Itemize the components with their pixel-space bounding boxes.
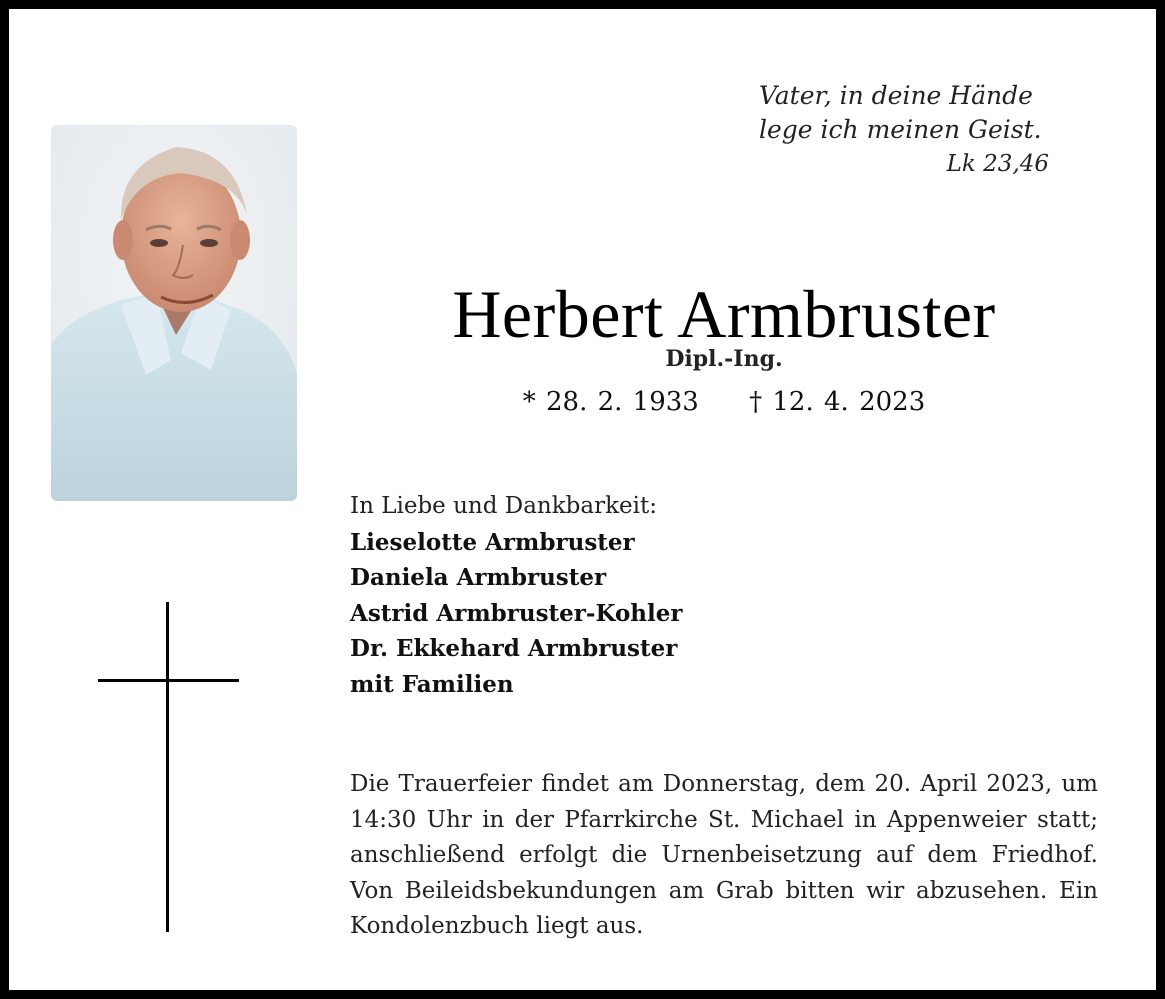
mourner-name: Daniela Armbruster xyxy=(350,564,607,591)
mourner-name: Astrid Armbruster-Kohler xyxy=(350,599,683,627)
mourners-intro: In Liebe und Dankbarkeit: xyxy=(350,493,657,519)
mourner-name: mit Familien xyxy=(350,670,514,698)
life-dates xyxy=(309,385,1139,419)
death-date: † 12. 4. 2023 xyxy=(749,387,926,417)
bible-quote xyxy=(709,79,1069,181)
deceased-name: Herbert Armbruster xyxy=(452,276,996,352)
cross-icon-bar xyxy=(98,679,239,682)
academic-title: Dipl.-Ing. xyxy=(665,346,783,372)
mourner-name: Dr. Ekkehard Armbruster xyxy=(350,635,678,662)
quote-reference: Lk 23,46 xyxy=(946,151,1049,177)
quote-line-1: Vater, in deine Hände xyxy=(759,81,1033,110)
quote-line-2: lege ich meinen Geist. xyxy=(759,115,1042,144)
birth-date: * 28. 2. 1933 xyxy=(522,387,699,417)
cross-icon xyxy=(166,602,169,932)
mourners-list xyxy=(350,489,850,702)
mourner-name: Lieselotte Armbruster xyxy=(350,528,635,556)
portrait-photo xyxy=(51,125,297,501)
funeral-notice: Die Trauerfeier findet am Donnerstag, dem 20. April 2023, um 14:30 Uhr in der Pfarrkirche St. Michael in Appenweier statt; anschließend erfolgt die Urnenbeisetzung auf dem Friedhof. Von Beileidsbekundungen am Grab bitten wir abzusehen. Ein Kondolenzbuch liegt aus. xyxy=(350,771,1098,939)
